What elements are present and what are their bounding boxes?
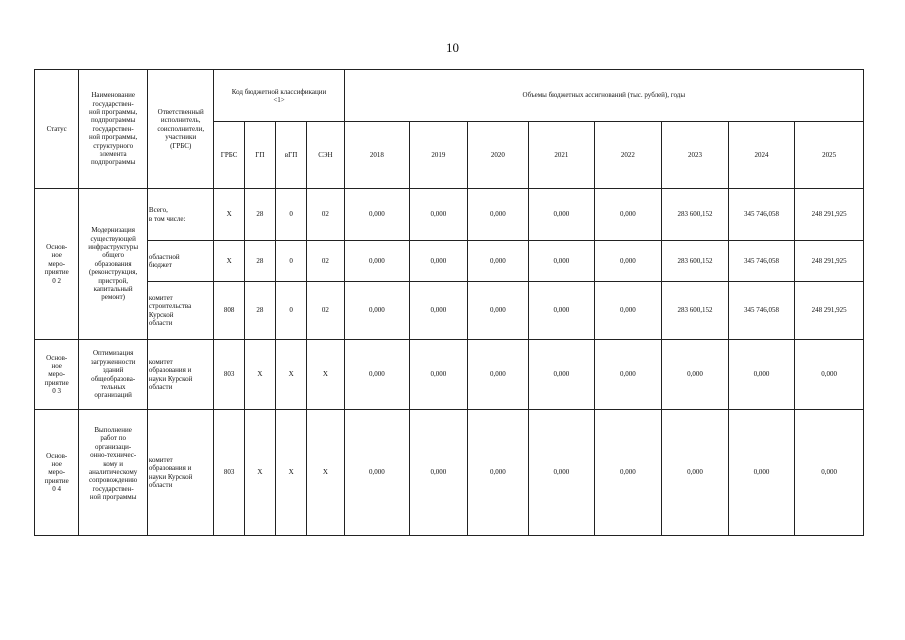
value-cell: 0,000 <box>529 340 595 410</box>
header-code-grbs: ГРБС <box>214 122 244 189</box>
budget-table <box>34 69 864 536</box>
value-cell: 283 600,152 <box>662 241 729 282</box>
code-cell: X <box>244 340 275 410</box>
value-cell: 0,000 <box>467 241 529 282</box>
table-row <box>35 241 864 282</box>
header-code-gp: ГП <box>244 122 275 189</box>
value-cell: 0,000 <box>594 282 662 340</box>
value-cell: 248 291,925 <box>795 241 864 282</box>
table-row <box>35 282 864 340</box>
value-cell: 0,000 <box>529 189 595 241</box>
code-cell: X <box>307 340 344 410</box>
value-cell: 283 600,152 <box>662 189 729 241</box>
header-budget-code: Код бюджетной классификации <1> <box>214 70 344 122</box>
table-row <box>35 189 864 241</box>
value-cell: 345 746,058 <box>728 282 795 340</box>
status-cell: Основ- ное меро- приятие 0 3 <box>35 340 79 410</box>
header-year-2020: 2020 <box>467 122 529 189</box>
value-cell: 0,000 <box>795 410 864 536</box>
value-cell: 283 600,152 <box>662 282 729 340</box>
executor-cell: областной бюджет <box>147 241 214 282</box>
executor-cell: комитет строительства Курской области <box>147 282 214 340</box>
header-year-2022: 2022 <box>594 122 662 189</box>
header-allocations: Объемы бюджетных ассигнований (тыс. рублей), годы <box>344 70 863 122</box>
value-cell: 0,000 <box>662 340 729 410</box>
header-year-2021: 2021 <box>529 122 595 189</box>
value-cell: 0,000 <box>594 410 662 536</box>
code-cell: 02 <box>307 282 344 340</box>
program-name-cell: Модернизация существующей инфраструктуры общего образования (реконструкция, пристрой, капитальный ремонт) <box>79 189 148 340</box>
value-cell: 248 291,925 <box>795 282 864 340</box>
value-cell: 0,000 <box>529 410 595 536</box>
header-code-vgp: вГП <box>275 122 306 189</box>
header-year-2023: 2023 <box>662 122 729 189</box>
code-cell: 0 <box>275 241 306 282</box>
value-cell: 0,000 <box>795 340 864 410</box>
code-cell: 803 <box>214 340 244 410</box>
table-row <box>35 340 864 410</box>
page-number: 10 <box>446 40 459 55</box>
code-cell: X <box>244 410 275 536</box>
code-cell: 02 <box>307 189 344 241</box>
status-cell: Основ- ное меро- приятие 0 2 <box>35 189 79 340</box>
value-cell: 0,000 <box>728 410 795 536</box>
value-cell: 0,000 <box>410 189 467 241</box>
code-cell: X <box>307 410 344 536</box>
value-cell: 0,000 <box>662 410 729 536</box>
value-cell: 0,000 <box>410 241 467 282</box>
code-cell: 0 <box>275 189 306 241</box>
value-cell: 345 746,058 <box>728 241 795 282</box>
code-cell: X <box>214 241 244 282</box>
table-row <box>35 410 864 536</box>
value-cell: 0,000 <box>594 241 662 282</box>
header-code-sen: СЭН <box>307 122 344 189</box>
value-cell: 0,000 <box>344 340 410 410</box>
code-cell: 02 <box>307 241 344 282</box>
value-cell: 345 746,058 <box>728 189 795 241</box>
code-cell: X <box>275 410 306 536</box>
value-cell: 0,000 <box>344 189 410 241</box>
program-name-cell: Оптимизация загруженности зданий общеобразова- тельных организаций <box>79 340 148 410</box>
header-year-2018: 2018 <box>344 122 410 189</box>
value-cell: 0,000 <box>467 410 529 536</box>
value-cell: 0,000 <box>529 241 595 282</box>
code-cell: 28 <box>244 189 275 241</box>
executor-cell: комитет образования и науки Курской области <box>147 340 214 410</box>
value-cell: 248 291,925 <box>795 189 864 241</box>
value-cell: 0,000 <box>467 282 529 340</box>
value-cell: 0,000 <box>344 410 410 536</box>
header-year-2024: 2024 <box>728 122 795 189</box>
value-cell: 0,000 <box>410 410 467 536</box>
value-cell: 0,000 <box>410 340 467 410</box>
header-executor: Ответственный исполнитель, соисполнители, участники (ГРБС) <box>147 70 214 189</box>
code-cell: 28 <box>244 241 275 282</box>
value-cell: 0,000 <box>467 189 529 241</box>
value-cell: 0,000 <box>529 282 595 340</box>
code-cell: 803 <box>214 410 244 536</box>
value-cell: 0,000 <box>594 340 662 410</box>
value-cell: 0,000 <box>467 340 529 410</box>
header-year-2025: 2025 <box>795 122 864 189</box>
value-cell: 0,000 <box>728 340 795 410</box>
value-cell: 0,000 <box>344 241 410 282</box>
header-status: Статус <box>35 70 79 189</box>
value-cell: 0,000 <box>594 189 662 241</box>
code-cell: 808 <box>214 282 244 340</box>
code-cell: X <box>275 340 306 410</box>
value-cell: 0,000 <box>344 282 410 340</box>
status-cell: Основ- ное меро- приятие 0 4 <box>35 410 79 536</box>
code-cell: 0 <box>275 282 306 340</box>
executor-cell: комитет образования и науки Курской области <box>147 410 214 536</box>
code-cell: X <box>214 189 244 241</box>
program-name-cell: Выполнение работ по организаци- онно-техничес- кому и аналитическому сопровождению государствен- ной программы <box>79 410 148 536</box>
executor-cell: Всего, в том числе: <box>147 189 214 241</box>
value-cell: 0,000 <box>410 282 467 340</box>
header-name: Наименование государствен- ной программы, подпрограммы государствен- ной программы, структурного элемента подпрограммы <box>79 70 148 189</box>
code-cell: 28 <box>244 282 275 340</box>
header-year-2019: 2019 <box>410 122 467 189</box>
